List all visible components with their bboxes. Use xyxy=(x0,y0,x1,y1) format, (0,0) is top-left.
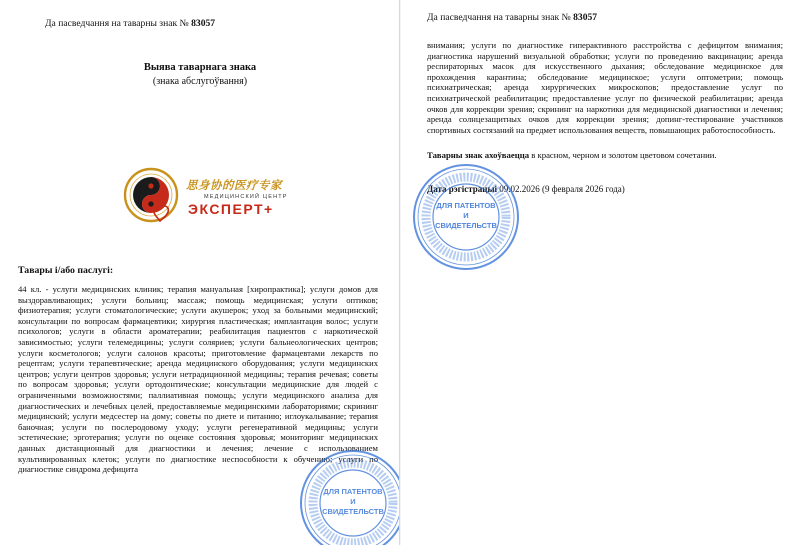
stamp-line-3: СВИДЕТЕЛЬСТВ xyxy=(322,507,384,516)
services-list-continued: внимания; услуги по диагностике гиперактивного расстройства с дефицитом внимания; диагностика нарушений визуальной обработки; услуги по проведению вакцинации; аренда респираторных масок для искусственного дыхания; обследование медицинское для прохождения карантина; обследование медицинское; услуги оптометрии; помощь психиатрическая; аренда хирургических микроскопов; предоставление услуг по психиатрической реабилитации; предоставление услуг по физической реабилитации; аренда очков для коррекции зрения; скрининг на наркотики для медицинской диагностики и лечения; аренда солнцезащитных очков для коррекции зрения; допинг-тестирование участников спортивных состязаний на предмет использования веществ, повышающих работоспособность. xyxy=(427,40,783,135)
official-stamp xyxy=(298,448,400,545)
certificate-header xyxy=(427,12,597,23)
logo-brand-name: ЭКСПЕРТ+ xyxy=(188,201,274,217)
stamp-line-1: ДЛЯ ПАТЕНТОВ xyxy=(323,487,383,496)
official-stamp xyxy=(411,162,521,272)
goods-services-label: Тавары і/або паслугі: xyxy=(18,265,114,276)
services-list: 44 кл. - услуги медицинских клиник; терапия мануальная [хиропрактика]; услуги домов для выздоравливающих; услуги больниц; массаж; помощь медицинская; услуги оптиков; физиотерапия; услуги стоматологические; услуги акушерок; уход за больными медицинский; консультации по вопросам фармацевтики; хирургия пластическая; имплантация волос; услуги психологов; услуги в области ароматерапии; реабилитация пациентов с наркотической зависимостью; услуги телемедицины; услуги соляриев; услуги бальнеологических центров; услуги косметологов; услуги салонов красоты; приготовление фармацевтами лекарств по рецептам; услуги терапевтические; аренда медицинского оборудования; услуги медицинских центров; услуги центров здоровья; услуги нетрадиционной медицины; терапия речевая; советы по вопросам здоровья; услуги ортодонтические; консультации медицинские для людей с ограниченными возможностями; паллиативная помощь; услуги медицинского анализа для диагностических и лечебных целей, предоставляемые медицинскими лабораториями; скрининг медицинский; услуги медсестер на дому; советы по диете и питанию; иглоукалывание; терапия баночная; услуги по послеродовому уходу; услуги регенеративной медицины; услуги эстетические; эрготерапия; услуги по оценке состояния здоровья; мониторинг медицинских данных дистанционный для диагностики и лечения; лечение с использованием культивированных клеток; услуги по диагностике неспособности к обучению; услуги по диагностике синдрома дефицита xyxy=(18,284,378,475)
registration-date-label: Дата рэгістрацыі xyxy=(427,184,497,194)
right-page xyxy=(401,0,800,545)
header-number: 83057 xyxy=(573,12,598,23)
header-prefix: Да пасведчання на таварны знак № xyxy=(45,18,189,29)
trademark-logo xyxy=(118,165,308,225)
document-subtitle: (знака абслугоўвання) xyxy=(152,76,248,87)
registration-date-value: 09.02.2026 (9 февраля 2026 года) xyxy=(496,184,625,194)
header-number: 83057 xyxy=(191,18,216,29)
certificate-header xyxy=(45,18,215,29)
stamp-line-1: ДЛЯ ПАТЕНТОВ xyxy=(436,201,496,210)
color-statement-bold: Таварны знак ахоўваецца xyxy=(427,150,530,160)
color-protection-statement xyxy=(427,150,787,160)
color-statement-rest: в красном, черном и золотом цветовом сочетании. xyxy=(529,150,717,160)
stamp-line-2: И xyxy=(463,211,469,220)
yin-yang-heart-icon xyxy=(118,165,184,225)
document-title: Выява таварнага знака xyxy=(143,62,257,73)
header-prefix: Да пасведчання на таварны знак № xyxy=(427,12,571,23)
stamp-line-2: И xyxy=(350,497,356,506)
stamp-line-3: СВИДЕТЕЛЬСТВ xyxy=(435,221,497,230)
logo-chinese-text: 思身协的医疗专家 xyxy=(186,178,282,192)
logo-center-label: МЕДИЦИНСКИЙ ЦЕНТР xyxy=(204,194,288,200)
